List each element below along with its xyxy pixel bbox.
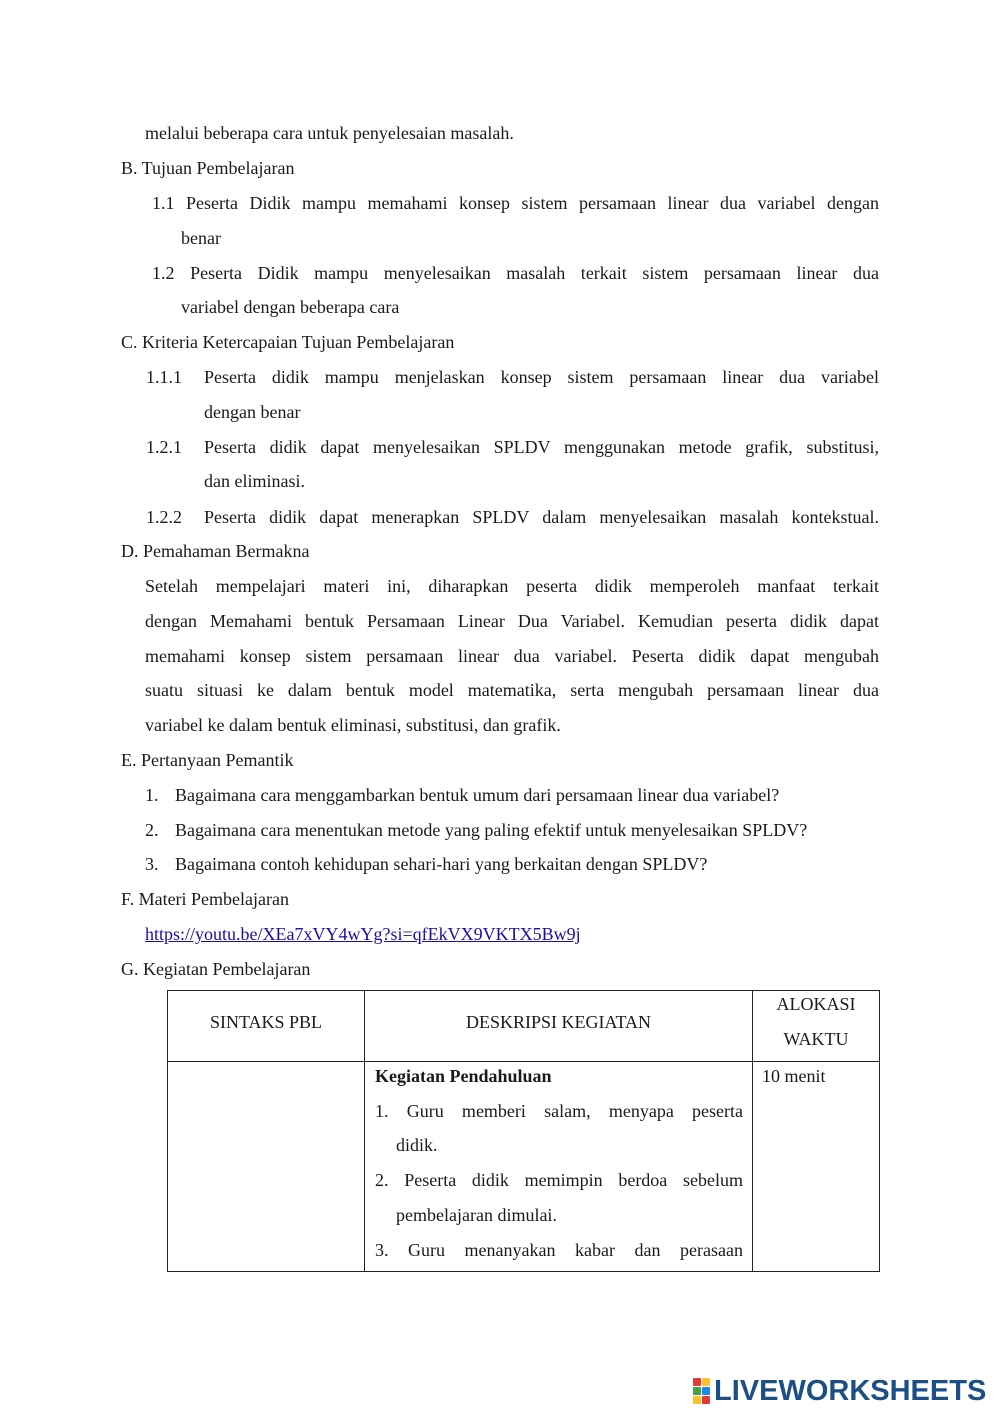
kegiatan-line-4: pembelajaran dimulai. <box>396 1205 557 1225</box>
kegiatan-line-2: didik. <box>396 1135 438 1155</box>
section-b-item-1-line2: benar <box>181 228 221 248</box>
liveworksheets-logo <box>693 1375 986 1407</box>
section-c-item-1-num: 1.1.1 <box>146 367 182 387</box>
section-d-line-2: dengan Memahami bentuk Persamaan Linear Dua Variabel. Kemudian peserta didik dapat <box>145 611 879 631</box>
intro-line: melalui beberapa cara untuk penyelesaian masalah. <box>145 123 514 143</box>
cell-sintaks <box>168 1062 365 1272</box>
header-alokasi: ALOKASI <box>776 994 856 1014</box>
section-b-item-2-line1: 1.2 Peserta Didik mampu menyelesaikan masalah terkait sistem persamaan linear dua <box>152 263 879 283</box>
kegiatan-table <box>167 990 880 1272</box>
section-e-item-1-num: 1. <box>145 785 159 805</box>
kegiatan-title: Kegiatan Pendahuluan <box>375 1066 552 1086</box>
section-c-item-1-line2: dengan benar <box>204 402 301 422</box>
liveworksheets-logo-text: LIVEWORKSHEETS <box>714 1374 987 1407</box>
waktu-value: 10 menit <box>762 1066 826 1086</box>
section-b-item-1-line1: 1.1 Peserta Didik mampu memahami konsep sistem persamaan linear dua variabel dengan <box>152 193 879 213</box>
header-sintaks: SINTAKS PBL <box>209 1012 323 1032</box>
section-e-item-3-num: 3. <box>145 854 159 874</box>
cell-waktu <box>753 1062 880 1272</box>
section-c-item-2-line2: dan eliminasi. <box>204 471 305 491</box>
kegiatan-line-3: 2. Peserta didik memimpin berdoa sebelum <box>375 1170 743 1190</box>
section-d-line-1: Setelah mempelajari materi ini, diharapkan peserta didik memperoleh manfaat terkait <box>145 576 879 596</box>
cell-deskripsi <box>365 1062 753 1272</box>
table-row <box>168 1062 880 1272</box>
section-c-item-2-num: 1.2.1 <box>146 437 182 457</box>
section-e-item-2-num: 2. <box>145 820 159 840</box>
table-header-row <box>168 991 880 1062</box>
section-e-item-2-text: Bagaimana cara menentukan metode yang paling efektif untuk menyelesaikan SPLDV? <box>175 820 808 840</box>
header-cell-sintaks <box>168 991 365 1062</box>
section-e-item-3-text: Bagaimana contoh kehidupan sehari-hari yang berkaitan dengan SPLDV? <box>175 854 708 874</box>
section-c-item-2-line1: Peserta didik dapat menyelesaikan SPLDV menggunakan metode grafik, substitusi, <box>204 437 879 457</box>
sintaks-value <box>168 1062 364 1271</box>
section-d-line-4: suatu situasi ke dalam bentuk model matematika, serta mengubah persamaan linear dua <box>145 680 879 700</box>
section-c-heading: C. Kriteria Ketercapaian Tujuan Pembelajaran <box>121 332 455 352</box>
kegiatan-line-5: 3. Guru menanyakan kabar dan perasaan <box>375 1240 743 1260</box>
section-c-item-1-line1: Peserta didik mampu menjelaskan konsep sistem persamaan linear dua variabel <box>204 367 879 387</box>
section-e-item-1-text: Bagaimana cara menggambarkan bentuk umum dari persamaan linear dua variabel? <box>175 785 780 805</box>
section-d-line-5: variabel ke dalam bentuk eliminasi, substitusi, dan grafik. <box>145 715 561 735</box>
section-f-heading: F. Materi Pembelajaran <box>121 889 290 909</box>
section-d-line-3: memahami konsep sistem persamaan linear dua variabel. Peserta didik dapat mengubah <box>145 646 879 666</box>
section-g-heading: G. Kegiatan Pembelajaran <box>121 959 311 979</box>
section-e-heading: E. Pertanyaan Pemantik <box>121 750 294 770</box>
section-c-item-3-line1: Peserta didik dapat menerapkan SPLDV dalam menyelesaikan masalah kontekstual. <box>204 507 879 527</box>
header-cell-deskripsi <box>365 991 753 1062</box>
section-b-heading: B. Tujuan Pembelajaran <box>121 158 295 178</box>
header-waktu: WAKTU <box>783 1029 849 1049</box>
section-d-heading: D. Pemahaman Bermakna <box>121 541 310 561</box>
section-b-item-2-line2: variabel dengan beberapa cara <box>181 297 400 317</box>
liveworksheets-logo-icon <box>693 1378 710 1404</box>
materi-video-link[interactable]: https://youtu.be/XEa7xVY4wYg?si=qfEkVX9VKTX5Bw9j <box>145 924 581 944</box>
section-c-item-3-num: 1.2.2 <box>146 507 182 527</box>
kegiatan-line-1: 1. Guru memberi salam, menyapa peserta <box>375 1101 743 1121</box>
header-cell-alokasi <box>753 991 880 1062</box>
header-deskripsi: DESKRIPSI KEGIATAN <box>465 1012 652 1032</box>
